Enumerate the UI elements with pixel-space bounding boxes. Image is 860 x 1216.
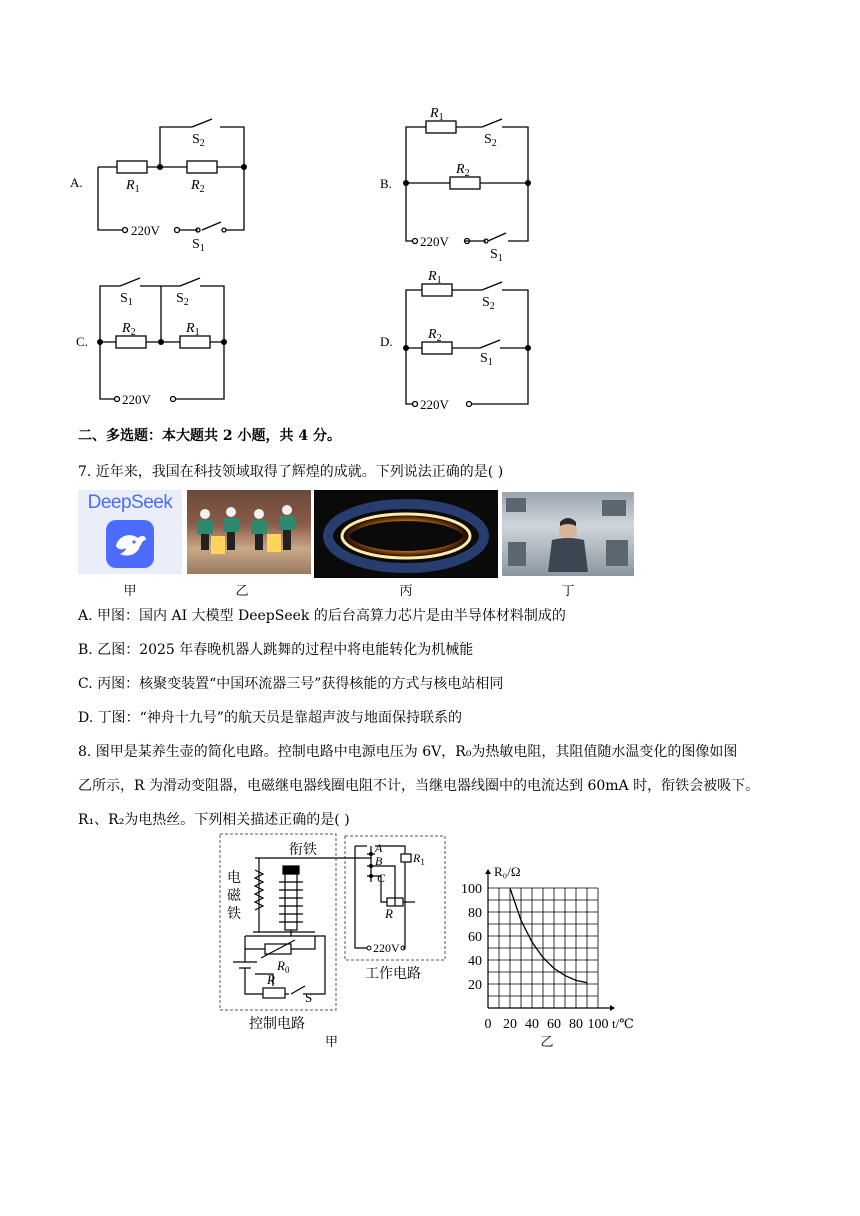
y-tick-label: 100 bbox=[461, 882, 482, 897]
svg-text:C.: C. bbox=[76, 334, 88, 349]
svg-text:S2: $S_2$ bbox=[482, 295, 495, 312]
q7-option-b[interactable]: B. 乙图：2025 年春晚机器人跳舞的过程中将电能转化为机械能 bbox=[78, 642, 474, 658]
circuit-b bbox=[380, 105, 550, 265]
q8-line1: 8. 图甲是某养生壶的简化电路。控制电路中电源电压为 6V，R₀为热敏电阻，其阻值随水温变化的图像如图 bbox=[78, 744, 738, 760]
x-tick-label: 60 bbox=[547, 1017, 561, 1032]
y-tick-label: 40 bbox=[468, 954, 482, 969]
section-heading: 二、多选题：本大题共 2 小题，共 4 分。 bbox=[78, 428, 341, 444]
svg-text:衔铁: 衔铁 bbox=[289, 843, 317, 858]
control-circuit-label: 控制电路 bbox=[249, 1017, 305, 1032]
svg-text:S1: $S_1$ bbox=[490, 247, 503, 264]
r0-temperature-chart bbox=[452, 852, 652, 1048]
svg-text:R1: $R_1$ bbox=[413, 851, 425, 867]
y-axis-arrow bbox=[485, 869, 491, 874]
switch-s2 bbox=[192, 119, 212, 127]
diagram-caption: 甲 bbox=[325, 1034, 339, 1049]
circuit-d bbox=[380, 266, 550, 416]
svg-text:磁: 磁 bbox=[227, 889, 241, 904]
svg-text:R: R bbox=[267, 972, 275, 987]
svg-text:220V: 220V bbox=[420, 234, 449, 249]
q7-option-a[interactable]: A. 甲图：国内 AI 大模型 DeepSeek 的后台高算力芯片是由半导体材料制成的 bbox=[78, 608, 566, 624]
svg-text:A: A bbox=[375, 841, 383, 855]
y-tick-label: 20 bbox=[468, 978, 482, 993]
x-axis-arrow bbox=[610, 1005, 615, 1011]
switch-s1 bbox=[202, 222, 221, 230]
svg-text:B: B bbox=[375, 854, 383, 868]
svg-text:220V: 220V bbox=[420, 397, 449, 412]
resistor-r2 bbox=[187, 161, 217, 173]
q8-line2: 乙所示，R 为滑动变阻器，电磁继电器线圈电阻不计，当继电器线圈中的电流达到 60mA 时，衔铁会被吸下。 bbox=[78, 778, 760, 794]
deepseek-logo-text: DeepSeek bbox=[87, 492, 173, 513]
circuit-c bbox=[76, 272, 266, 412]
control-circuit-box bbox=[220, 834, 336, 1010]
r0-curve bbox=[510, 888, 587, 983]
svg-text:S2: $S_2$ bbox=[484, 132, 497, 149]
svg-text:R1: $R_1$ bbox=[428, 269, 442, 286]
svg-text:R2: $R_2$ bbox=[191, 178, 205, 195]
x-axis-label: t/℃ bbox=[612, 1016, 634, 1031]
caption-bing: 丙 bbox=[399, 584, 413, 599]
q7-option-c[interactable]: C. 丙图：核聚变装置“中国环流器三号”获得核能的方式与核电站相同 bbox=[78, 676, 504, 692]
circuit-a bbox=[70, 115, 270, 255]
x-tick-label: 80 bbox=[569, 1017, 583, 1032]
svg-text:铁: 铁 bbox=[227, 907, 241, 922]
svg-text:S1: $S_1$ bbox=[480, 351, 493, 368]
whale-icon bbox=[106, 520, 154, 568]
svg-text:S1: $S_1$ bbox=[120, 291, 133, 308]
svg-text:R: R bbox=[385, 906, 393, 921]
y-axis-label: R₀/Ω bbox=[494, 864, 521, 879]
svg-text:C: C bbox=[377, 871, 386, 885]
svg-text:R1: $R_1$ bbox=[126, 178, 140, 195]
svg-text:R0: $R_0$ bbox=[277, 958, 290, 975]
option-label: A. bbox=[70, 175, 83, 190]
robot-dance-image bbox=[187, 490, 311, 574]
q7-option-d[interactable]: D. 丁图：“神舟十九号”的航天员是靠超声波与地面保持联系的 bbox=[78, 710, 462, 726]
svg-text:R1: $R_1$ bbox=[430, 106, 444, 123]
svg-text:220V: 220V bbox=[373, 941, 400, 955]
y-tick-label: 80 bbox=[468, 906, 482, 921]
astronaut-image bbox=[502, 492, 634, 576]
svg-text:R2: $R_2$ bbox=[428, 327, 442, 344]
caption-jia: 甲 bbox=[123, 584, 137, 599]
x-tick-label: 100 bbox=[587, 1017, 609, 1032]
x-tick-label: 40 bbox=[525, 1017, 539, 1032]
svg-text:S1: $S_1$ bbox=[192, 237, 205, 254]
y-tick-label: 60 bbox=[468, 930, 482, 945]
source-label: 220V bbox=[131, 223, 160, 238]
caption-ding: 丁 bbox=[561, 584, 575, 599]
svg-text:D.: D. bbox=[380, 334, 393, 349]
q8-line3: R₁、R₂为电热丝。下列相关描述正确的是( ) bbox=[78, 812, 350, 828]
svg-text:R2: $R_2$ bbox=[122, 321, 136, 338]
q7-stem: 7. 近年来，我国在科技领域取得了辉煌的成就。下列说法正确的是( ) bbox=[78, 464, 504, 480]
tokamak-image bbox=[314, 490, 498, 578]
deepseek-image bbox=[78, 490, 182, 574]
caption-yi: 乙 bbox=[235, 584, 249, 599]
resistor-r1 bbox=[117, 161, 147, 173]
svg-text:电: 电 bbox=[227, 871, 241, 886]
svg-text:S2: $S_2$ bbox=[176, 291, 189, 308]
x-tick-label: 20 bbox=[503, 1017, 517, 1032]
svg-text:R2: $R_2$ bbox=[456, 162, 470, 179]
work-circuit-label: 工作电路 bbox=[365, 967, 421, 982]
relay-diagram bbox=[215, 832, 455, 1052]
svg-text:R1: $R_1$ bbox=[186, 321, 200, 338]
chart-caption: 乙 bbox=[540, 1034, 554, 1048]
svg-text:S2: $S_2$ bbox=[192, 132, 205, 149]
svg-text:220V: 220V bbox=[122, 392, 151, 407]
svg-text:S: S bbox=[305, 990, 313, 1005]
x-tick-label: 0 bbox=[484, 1017, 492, 1032]
svg-text:B.: B. bbox=[380, 176, 392, 191]
